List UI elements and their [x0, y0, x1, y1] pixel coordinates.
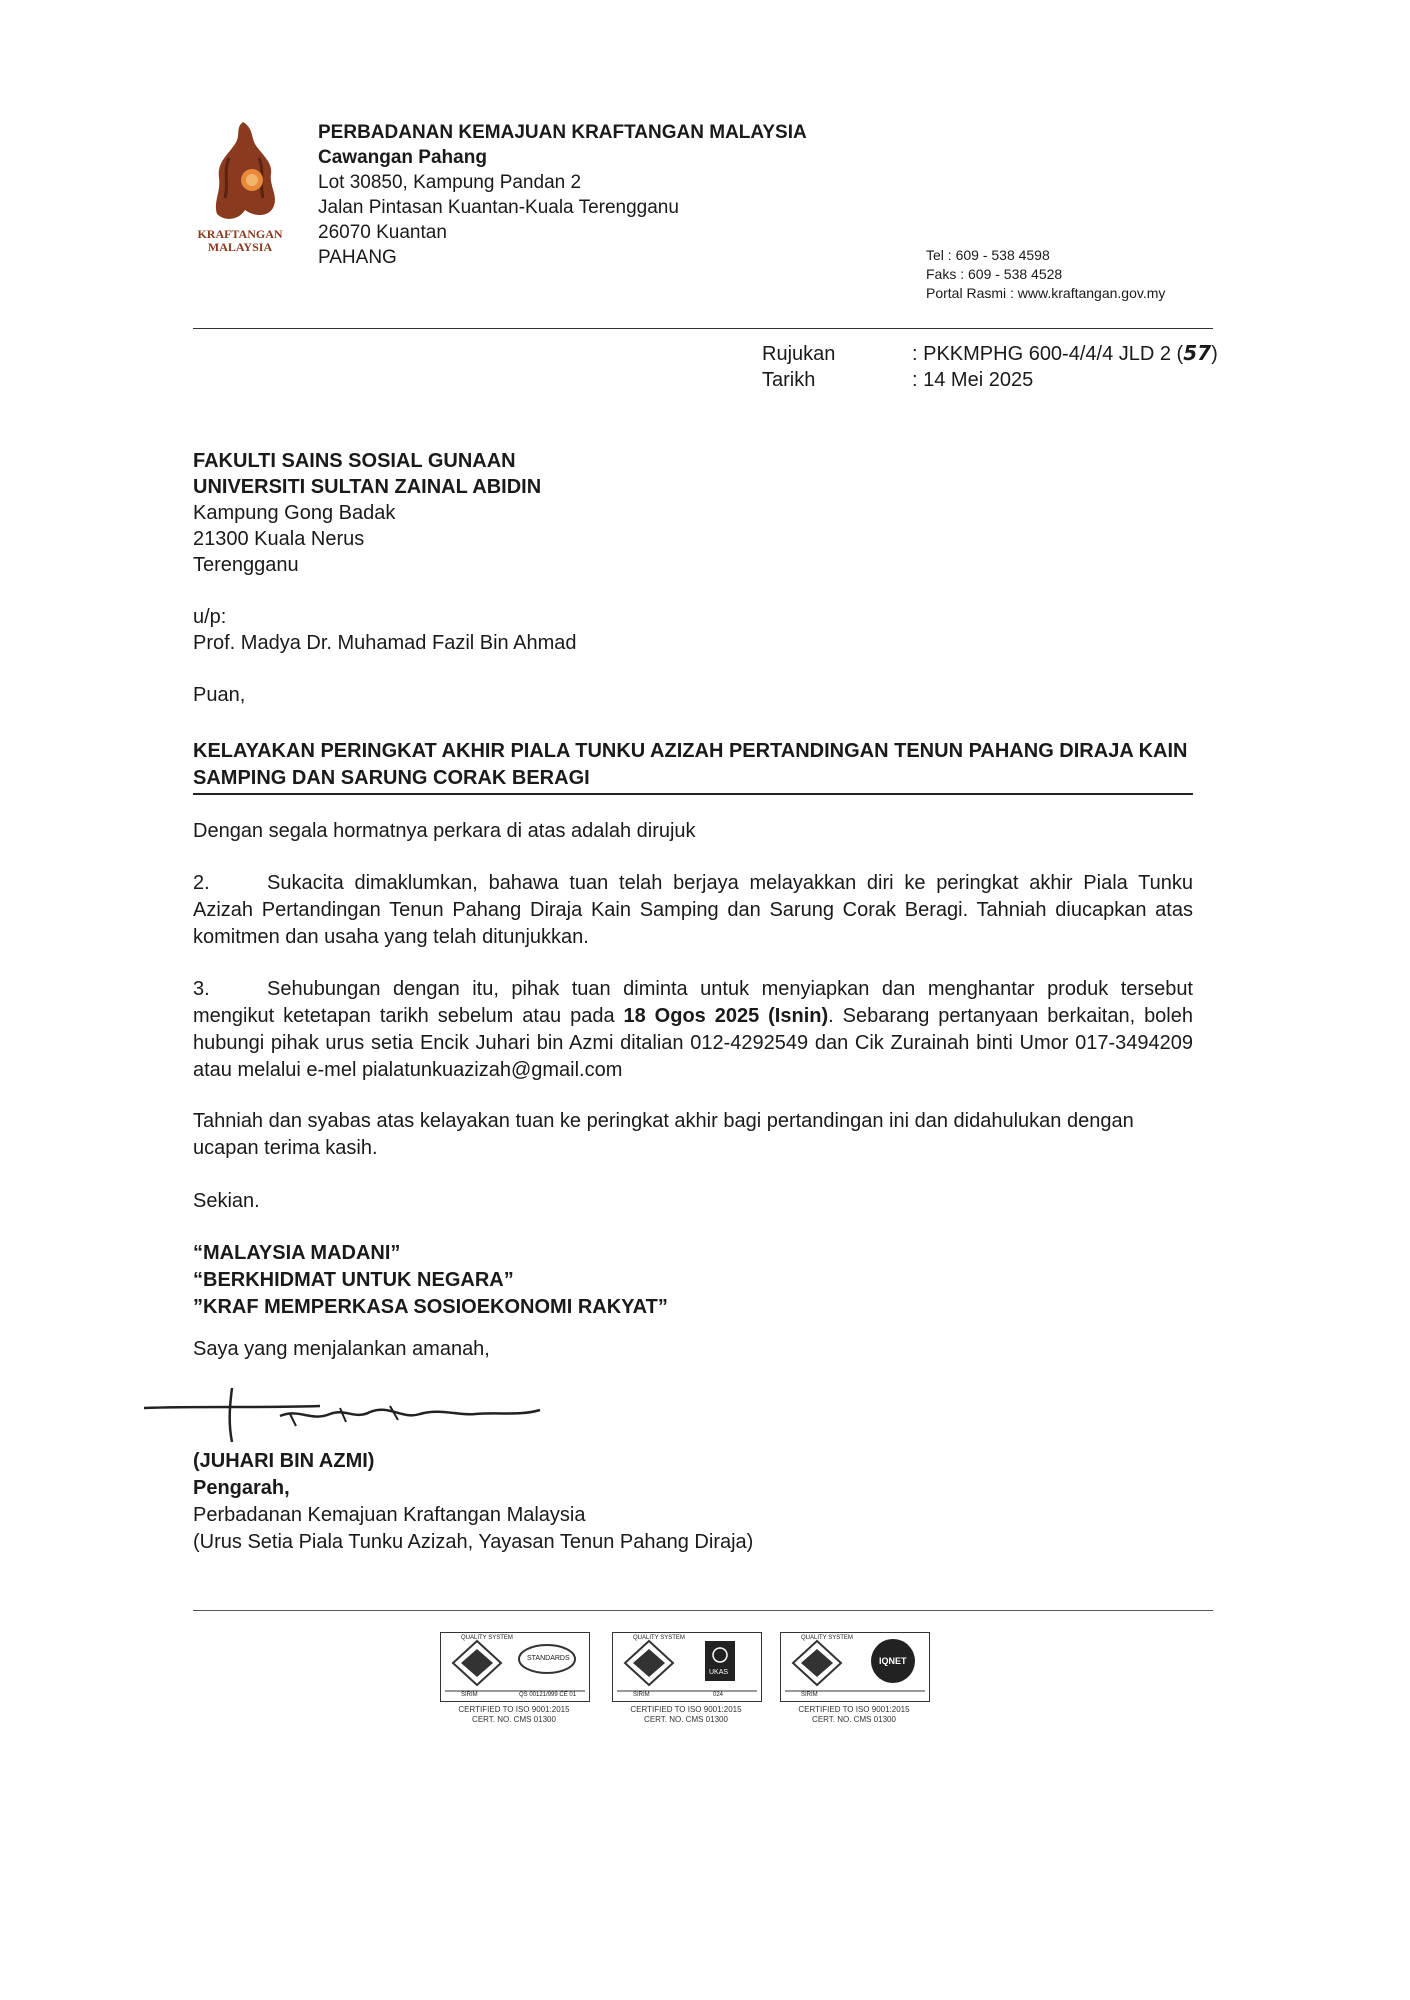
paragraph-number: 2. — [193, 872, 210, 894]
reference-block — [762, 340, 1218, 393]
contact-block — [926, 246, 1165, 303]
signee-note: (Urus Setia Piala Tunku Azizah, Yayasan Tenun Pahang Diraja) — [193, 1531, 754, 1553]
cert-caption-line: CERTIFIED TO ISO 9001:2015 — [630, 1705, 742, 1714]
tel-number: Tel : 609 - 538 4598 — [926, 247, 1050, 263]
org-name: PERBADANAN KEMAJUAN KRAFTANGAN MALAYSIA — [318, 122, 807, 143]
cert-caption-line: CERT. NO. CMS 01300 — [644, 1715, 728, 1724]
cert-badge-ukas — [612, 1632, 762, 1702]
recipient-line: Kampung Gong Badak — [193, 502, 396, 524]
rujukan-label: Rujukan — [762, 343, 836, 365]
cert-caption — [780, 1705, 928, 1725]
cert-label: SIRIM — [633, 1692, 650, 1698]
cert-badge-iqnet — [780, 1632, 930, 1702]
signee-title: Pengarah, — [193, 1477, 290, 1499]
tarikh-label: Tarikh — [762, 369, 816, 391]
slogans — [193, 1240, 668, 1321]
recipient-university: UNIVERSITI SULTAN ZAINAL ABIDIN — [193, 476, 542, 498]
slogan-line: “MALAYSIA MADANI” — [193, 1242, 401, 1264]
logo-text-line2: MALAYSIA — [207, 240, 273, 254]
paragraph-3-text: Sehubungan dengan itu, pihak tuan diminta untuk menyiapkan dan menghantar produk tersebut mengikut ketetapan tarikh sebelum atau pada — [193, 978, 1193, 1027]
intro-paragraph: Dengan segala hormatnya perkara di atas adalah dirujuk — [193, 820, 696, 842]
signee-name: (JUHARI BIN AZMI) — [193, 1450, 375, 1472]
cert-label: SIRIM — [461, 1692, 478, 1698]
deadline-date: 18 Ogos 2025 (Isnin) — [623, 1005, 829, 1027]
paragraph-3-text-cont: . Sebarang pertanyaan berkaitan, boleh hubungi pihak urus setia Encik Juhari bin Azmi ditalian 012-4292549 dan Cik Zurainah binti Umor 017-3494209 atau melalui e-mel pialatunkuazizah@gmail.com — [193, 1005, 1193, 1081]
rujukan-close: ) — [1211, 343, 1218, 365]
logo-wordmark — [188, 228, 292, 254]
cert-caption — [612, 1705, 760, 1725]
tarikh-value: : 14 Mei 2025 — [912, 369, 1034, 391]
handwritten-signature — [140, 1386, 560, 1444]
address-line: PAHANG — [318, 247, 397, 268]
subject-underline — [193, 793, 1193, 795]
cert-caption-line: CERT. NO. CMS 01300 — [472, 1715, 556, 1724]
portal-url: Portal Rasmi : www.kraftangan.gov.my — [926, 285, 1166, 301]
cert-label: UKAS — [709, 1669, 729, 1676]
recipient-line: Terengganu — [193, 554, 299, 576]
cert-serial: QS 00121/999 CE 01 — [519, 1692, 577, 1698]
closing-paragraph: Tahniah dan syabas atas kelayakan tuan ke peringkat akhir bagi pertandingan ini dan didahulukan dengan ucapan terima kasih. — [193, 1110, 1134, 1159]
salutation: Puan, — [193, 684, 246, 706]
paragraph-2 — [193, 870, 1193, 951]
recipient-faculty: FAKULTI SAINS SOSIAL GUNAAN — [193, 450, 516, 472]
paragraph-3 — [193, 976, 1193, 1084]
address-line: Jalan Pintasan Kuantan-Kuala Terengganu — [318, 197, 679, 218]
fax-number: Faks : 609 - 538 4528 — [926, 266, 1063, 282]
rujukan-handwritten: 57 — [1183, 341, 1212, 365]
attention-name: Prof. Madya Dr. Muhamad Fazil Bin Ahmad — [193, 632, 577, 654]
logo-text-line1: KRAFTANGAN — [197, 227, 283, 241]
cert-caption-line: CERTIFIED TO ISO 9001:2015 — [798, 1705, 910, 1714]
cert-badge-standards — [440, 1632, 590, 1702]
footer-divider — [193, 1610, 1213, 1611]
recipient-line: 21300 Kuala Nerus — [193, 528, 365, 550]
cert-label: QUALITY SYSTEM — [633, 1635, 685, 1641]
sekian: Sekian. — [193, 1190, 260, 1212]
address-line: Lot 30850, Kampung Pandan 2 — [318, 172, 582, 193]
attention-label: u/p: — [193, 606, 227, 628]
signee-block — [193, 1448, 753, 1556]
subject-heading: KELAYAKAN PERINGKAT AKHIR PIALA TUNKU AZIZAH PERTANDINGAN TENUN PAHANG DIRAJA KAIN SAMPING DAN SARUNG CORAK BERAGI — [193, 740, 1188, 789]
branch-name: Cawangan Pahang — [318, 147, 487, 168]
paragraph-number: 3. — [193, 978, 210, 1000]
cert-caption-line: CERTIFIED TO ISO 9001:2015 — [458, 1705, 570, 1714]
cert-caption — [440, 1705, 588, 1725]
cert-label: QUALITY SYSTEM — [801, 1635, 853, 1641]
address-line: 26070 Kuantan — [318, 222, 447, 243]
cert-label: SIRIM — [801, 1692, 818, 1698]
cert-label: STANDARDS — [527, 1655, 570, 1662]
header-divider — [193, 328, 1213, 329]
signee-org: Perbadanan Kemajuan Kraftangan Malaysia — [193, 1504, 586, 1526]
letterhead-address — [318, 120, 807, 270]
cert-caption-line: CERT. NO. CMS 01300 — [812, 1715, 896, 1724]
trust-line: Saya yang menjalankan amanah, — [193, 1338, 490, 1360]
slogan-line: ”KRAF MEMPERKASA SOSIOEKONOMI RAKYAT” — [193, 1296, 668, 1318]
paragraph-2-text: Sukacita dimaklumkan, bahawa tuan telah berjaya melayakkan diri ke peringkat akhir Piala Tunku Azizah Pertandingan Tenun Pahang Diraja Kain Samping dan Sarung Corak Beragi. Tahniah diucapkan atas komitmen dan usaha yang telah ditunjukkan. — [193, 872, 1193, 948]
cert-label: IQNET — [879, 1656, 907, 1666]
rujukan-value: : PKKMPHG 600-4/4/4 JLD 2 ( — [912, 343, 1184, 365]
cert-serial: 024 — [713, 1692, 724, 1698]
cert-label: QUALITY SYSTEM — [461, 1635, 513, 1641]
recipient-address — [193, 448, 577, 708]
slogan-line: “BERKHIDMAT UNTUK NEGARA” — [193, 1269, 514, 1291]
